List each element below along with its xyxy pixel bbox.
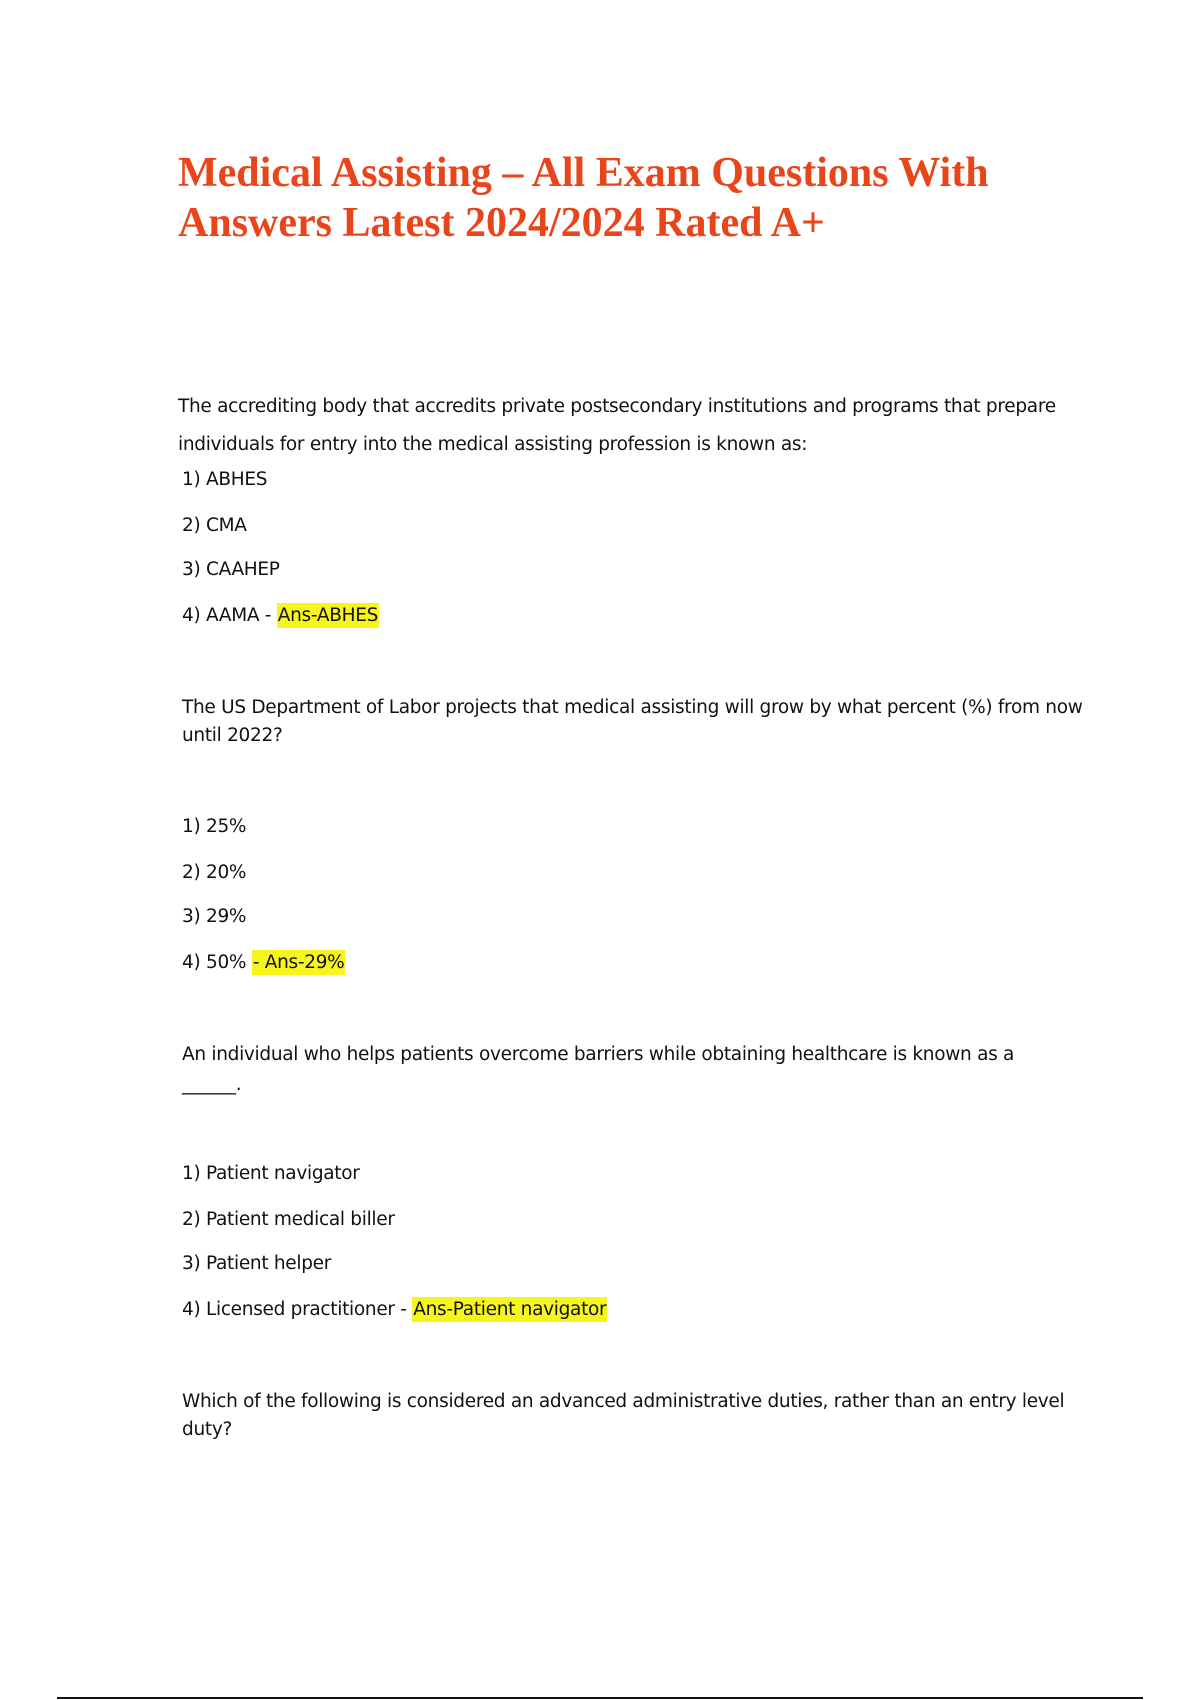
- question-2-stem-line-1: The US Department of Labor projects that medical assisting will grow by what percent (%) from now: [182, 697, 1083, 718]
- question-1-stem-line-1: The accrediting body that accredits private postsecondary institutions and programs that prepare: [178, 396, 1056, 417]
- question-3-option-4: [182, 1299, 607, 1320]
- document-title: [178, 148, 1078, 248]
- question-3-option-1: 1) Patient navigator: [182, 1163, 360, 1184]
- question-2-option-4: [182, 952, 345, 973]
- question-1-option-1: 1) ABHES: [182, 469, 268, 490]
- question-3-stem-line-2: ______.: [182, 1074, 242, 1095]
- question-1-stem-line-2: individuals for entry into the medical assisting profession is known as:: [178, 434, 808, 455]
- question-4-stem-line-2: duty?: [182, 1419, 232, 1440]
- question-3-stem-line-1: An individual who helps patients overcome barriers while obtaining healthcare is known as a: [182, 1044, 1015, 1065]
- question-2-option-3: 3) 29%: [182, 906, 247, 927]
- question-2-stem-line-2: until 2022?: [182, 725, 283, 746]
- question-3-option-3: 3) Patient helper: [182, 1253, 332, 1274]
- question-1-option-3: 3) CAAHEP: [182, 559, 280, 580]
- question-3-option-2: 2) Patient medical biller: [182, 1209, 395, 1230]
- question-4-stem-line-1: Which of the following is considered an advanced administrative duties, rather than an entry level: [182, 1391, 1065, 1412]
- question-1-option-2: 2) CMA: [182, 515, 247, 536]
- page-bottom-rule: [57, 1697, 1143, 1699]
- answer-highlight: Ans-ABHES: [277, 605, 379, 626]
- title-line-2: Answers Latest 2024/2024 Rated A+: [178, 200, 825, 246]
- option-text: 4) 50%: [182, 952, 252, 973]
- question-2-option-2: 2) 20%: [182, 862, 247, 883]
- question-2-option-1: 1) 25%: [182, 816, 247, 837]
- option-text: 4) AAMA -: [182, 605, 277, 626]
- answer-highlight: - Ans-29%: [252, 952, 345, 973]
- answer-highlight: Ans-Patient navigator: [413, 1299, 607, 1320]
- question-1-option-4: [182, 605, 379, 626]
- option-text: 4) Licensed practitioner -: [182, 1299, 413, 1320]
- title-line-1: Medical Assisting – All Exam Questions With: [178, 150, 989, 196]
